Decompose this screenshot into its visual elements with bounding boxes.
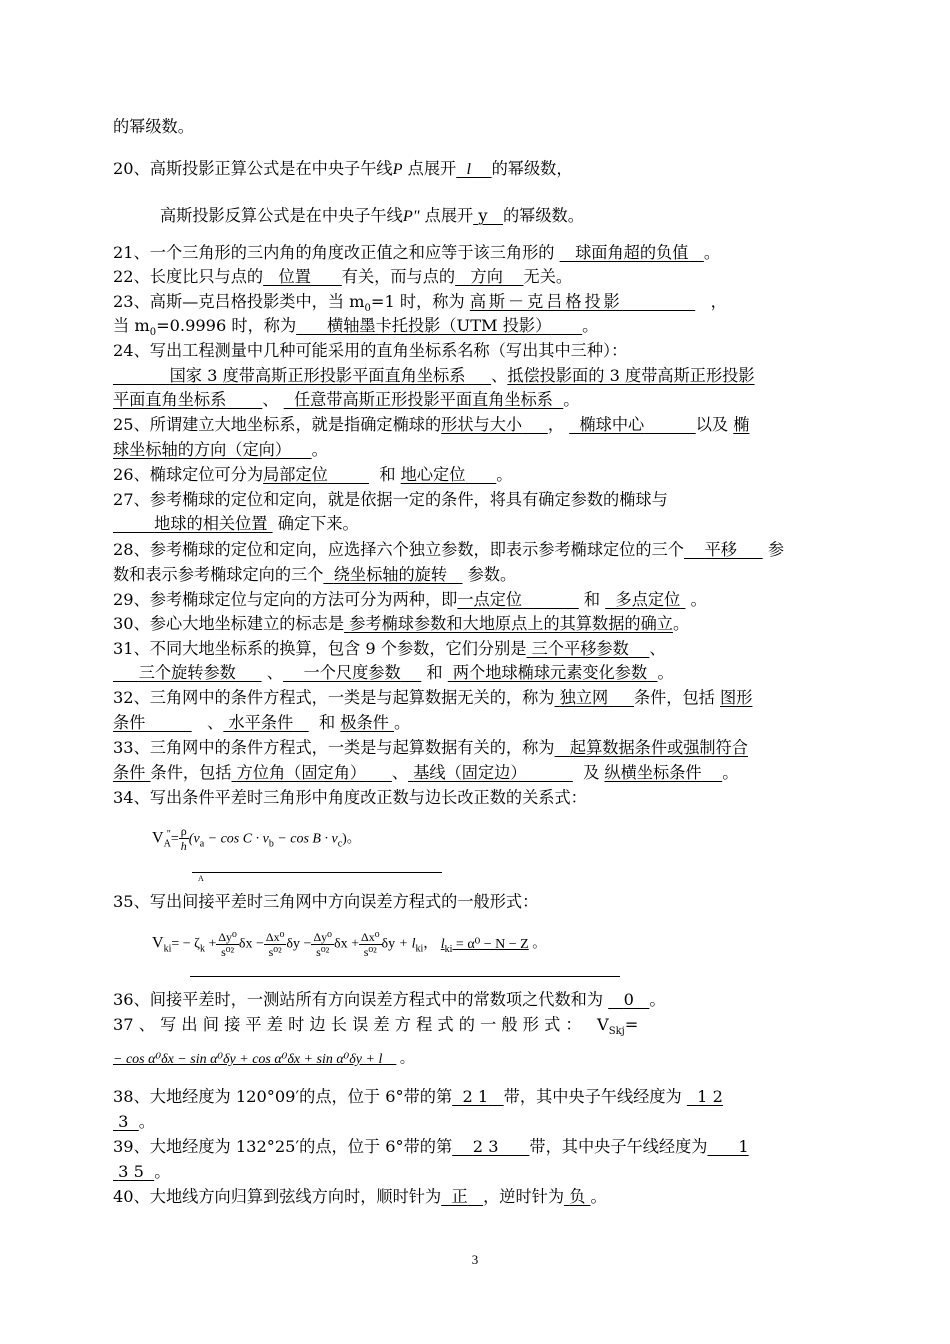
item-36: 36、间接平差时，一测站所有方向误差方程式中的常数项之代数和为 0 。 <box>113 990 666 1009</box>
item-25b: 球坐标轴的方向（定向） 。 <box>113 440 328 459</box>
item-26: 26、椭球定位可分为局部定位 和 地心定位 。 <box>113 465 513 484</box>
item-20b: 高斯投影反算公式是在中央子午线P" 点展开 y 的幂级数。 <box>160 206 584 225</box>
fraction: $\frac{\text{Δx⁰}}{\text{s⁰²}}$ <box>265 930 285 959</box>
text-line: 的幂级数。 <box>113 117 194 136</box>
item-23a: 23、高斯—克吕格投影类中，当 $m_0=1$ 时，称为 高斯－克吕格投影 ， <box>113 292 727 315</box>
underline <box>190 976 620 977</box>
underline <box>192 872 442 873</box>
item-24b: 国家 3 度带高斯正形投影平面直角坐标系 、抵偿投影面的 3 度带高斯正形投影 <box>169 366 755 385</box>
item-33a: 33、三角网中的条件方程式，一类是与起算数据有关的，称为 起算数据条件或强制符合 <box>113 738 748 757</box>
formula-34: $V_A^"=$ $\frac{\rho}{h}$ $(v_a - \cos C \cdot v_b - \cos B \cdot v_c)$。 A <box>152 826 361 853</box>
item-30: 30、参心大地坐标建立的标志是 参考椭球参数和大地原点上的其算数据的确立。 <box>113 614 690 633</box>
fraction: $\frac{\text{Δy⁰}}{\text{s⁰²}}$ <box>218 930 237 959</box>
item-37: 37 、 写 出 间 接 平 差 时 边 长 误 差 方 程 式 的 一 般 形 式 ： $V_{Skj}=$ <box>113 1015 639 1038</box>
fraction: $\frac{\text{Δy⁰}}{\text{s⁰²}}$ <box>313 930 332 959</box>
item-33b: 条件 条件，包括 方位角（固定角） 、 基线（固定边） 及 纵横坐标条件 。 <box>113 763 739 782</box>
item-40: 40、大地线方向归算到弦线方向时，顺时针为 正 ，逆时针为 负 。 <box>113 1187 607 1206</box>
item-38a: 38、大地经度为 120°09′的点，位于 6°带的第 2 1 带，其中央子午线经度为 1 2 <box>113 1087 723 1106</box>
item-39b: 3 5 。 <box>118 1162 171 1181</box>
fraction: $\frac{\text{Δx⁰}}{\text{s⁰²}}$ <box>360 930 380 959</box>
page-number: 3 <box>471 1252 479 1267</box>
item-20a: 20、高斯投影正算公式是在中央子午线P 点展开 l 的幂级数， <box>113 159 573 178</box>
item-31a: 31、不同大地坐标系的换算，包含 9 个参数，它们分别是 三个平移参数 、 <box>113 639 666 658</box>
item-32a: 32、三角网中的条件方程式，一类是与起算数据无关的，称为 独立网 条件，包括 图形 <box>113 688 753 707</box>
item-28a: 28、参考椭球的定位和定向，应选择六个独立参数，即表示参考椭球定位的三个 平移 参 <box>113 540 785 559</box>
item-34: 34、写出条件平差时三角形中角度改正数与边长改正数的关系式： <box>113 788 587 807</box>
item-22: 22、长度比只与点的 位置 有关，而与点的 方向 无关。 <box>113 267 573 286</box>
fraction: $\frac{\rho}{h}$ <box>180 824 187 853</box>
item-38b: 3 。 <box>118 1112 155 1131</box>
item-21: 21、一个三角形的三内角的角度改正值之和应等于该三角形的 球面角超的负值 。 <box>113 243 721 262</box>
item-24a: 24、写出工程测量中几种可能采用的直角坐标系名称（写出其中三种）： <box>113 341 628 360</box>
item-35: 35、写出间接平差时三角网中方向误差方程式的一般形式： <box>113 892 539 911</box>
item-24c: 平面直角坐标系 、 任意带高斯正形投影平面直角坐标系 。 <box>113 390 580 409</box>
item-25a: 25、所谓建立大地坐标系，就是指确定椭球的形状与大小 ， 椭球中心 以及 椭 <box>113 415 750 434</box>
formula-37: − cos α⁰δx − sin α⁰δy + cos α⁰δx + sin α⁰δy + l 。 <box>113 1052 414 1067</box>
item-28b: 数和表示参考椭球定向的三个 绕坐标轴的旋转 参数。 <box>113 565 517 584</box>
formula-35: $V_{ki}= - \zeta_k$ + $\frac{\text{Δy⁰}}{\text{s⁰²}}$ δx − $\frac{\text{Δx⁰}}{\text{s⁰²}}$ δy − $\frac{\text{Δy⁰}}{\text{s⁰²}}$ δx + $\frac{\text{Δx⁰}}{\text{s⁰²}}$ $\delta y + l_{ki}$， $l_{ki} = \alpha^0 - N - Z$ 。 <box>152 930 546 959</box>
item-32b: 条件 、 水平条件 和 极条件 。 <box>113 713 411 732</box>
item-39a: 39、大地经度为 132°25′的点，位于 6°带的第 2 3 带，其中央子午线经度为 1 <box>113 1137 749 1156</box>
item-31b: 三个旋转参数 、 一个尺度参数 和 两个地球椭球元素变化参数 。 <box>138 663 674 682</box>
item-23b: 当 $m_0=0.9996$ 时，称为 横轴墨卡托投影（UTM 投影） 。 <box>113 316 599 339</box>
item-27b: 地球的相关位置 确定下来。 <box>154 514 359 533</box>
item-29: 29、参考椭球定位与定向的方法可分为两种，即一点定位 和 多点定位 。 <box>113 590 707 609</box>
item-27a: 27、参考椭球的定位和定向，就是依据一定的条件，将具有确定参数的椭球与 <box>113 490 668 509</box>
